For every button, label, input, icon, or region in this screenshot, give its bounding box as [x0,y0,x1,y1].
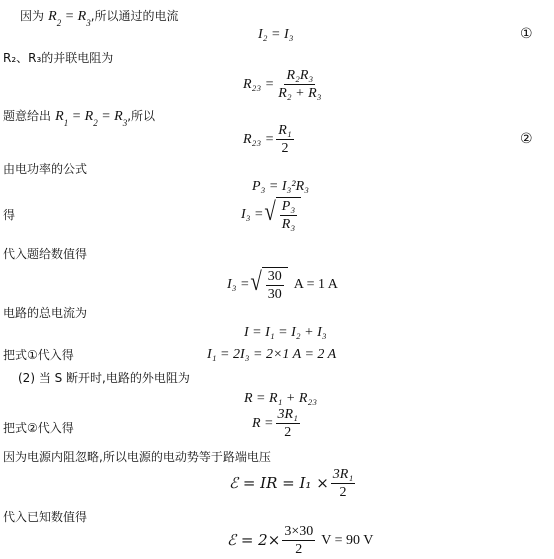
given-line [3,109,156,129]
equation-i1: I₁ = 2I₃ = 2×1 A = 2 A [207,347,337,362]
intro-equality: $R_2 = R_3$ [48,9,91,29]
de-text: 得 [3,208,16,222]
power-formula-text: 由电功率的公式 [3,162,88,176]
equation-i3-fraction [280,199,297,233]
equation-i3-numeric [227,267,338,303]
equation-r2-numerator: 3R₁ [276,407,300,424]
equation-emf2-denominator: 2 [295,542,303,558]
equation-i3n-sqrt: √ $\frac{30}{30}$ [249,267,287,303]
equation-emf-lhs: ℰ = IR = I₁ × [229,474,329,493]
equation-r-total: R = R₁ + R₂₃ [244,391,318,406]
equation-r2-denominator: 2 [284,425,292,441]
substitute-eq1-text: 把式①代入得 [3,348,74,362]
equation-i3-sqrt: √ $\frac{\text{P₃}}{\text{R₃}}$ [263,197,301,233]
known-text: 代入已知数值得 [3,510,88,524]
emf-text: 因为电源内阻忽略,所以电源的电动势等于路端电压 [3,450,271,464]
equation-r23 [243,68,326,102]
equation-r23b-denominator: 2 [281,141,289,157]
equation-emf-fraction [331,467,355,501]
part2-text: (2) 当 S 断开时,电路的外电阻为 [18,371,190,385]
equation-r23-numerator: R₂R₃ [284,68,315,85]
equation-r2-lhs: R = [252,415,274,431]
equation-marker-1: ① [520,26,533,42]
equation-i3n-rhs: A = 1 A [293,276,338,292]
parallel-text: R₂、R₃的并联电阻为 [3,51,114,65]
intro-tail: ,所以通过的电流 [90,9,179,23]
equation-emf2-rhs: V = 90 V [321,532,374,548]
equation-emf [229,467,357,501]
substitute-text: 代入题给数值得 [3,247,88,261]
given-equality: $R_1 = R_2 = R_3$ [55,109,128,129]
given-tail: ,所以 [127,109,156,123]
equation-emf-numeric [227,524,373,558]
equation-r23-fraction [276,68,323,102]
intro-text: 因为 [20,9,45,23]
equation-emf2-numerator: 3×30 [282,524,315,541]
equation-i3n-denominator: 30 [267,287,282,303]
equation-p3: P₃ = I₃²R₃ [252,179,310,194]
equation-i3-lhs: I₃ = [241,206,264,222]
given-text: 题意给出 [3,109,52,123]
intro-line [20,9,179,29]
equation-r23b-numerator: R₁ [276,123,293,140]
equation-i3n-numerator: 30 [266,269,284,286]
equation-emf2-lhs: ℰ = 2× [227,531,281,550]
equation-i3n-lhs: I₃ = [227,276,250,292]
equation-r-value [252,407,302,441]
equation-r23-denominator: R₂ + R₃ [278,86,322,102]
equation-r23b [243,123,296,157]
equation-total-current: I = I₁ = I₂ + I₃ [244,325,327,340]
equation-i2-i3: I₂ = I₃ [258,27,294,42]
equation-marker-2: ② [520,131,533,147]
total-current-text: 电路的总电流为 [3,306,88,320]
equation-i3-denominator: R₃ [281,217,296,233]
equation-i3n-fraction [266,269,284,303]
equation-emf2-fraction [282,524,315,558]
equation-r23-lhs: R₂₃ = [243,76,275,92]
equation-r23b-lhs: R₂₃ = [243,131,275,147]
equation-r2-fraction [276,407,300,441]
equation-emf-numerator: 3R₁ [331,467,355,484]
equation-r23b-fraction [276,123,293,157]
substitute-eq2-text: 把式②代入得 [3,421,74,435]
equation-i3-numerator: P₃ [280,199,297,216]
equation-i3 [241,197,301,233]
equation-emf-denominator: 2 [339,485,347,501]
